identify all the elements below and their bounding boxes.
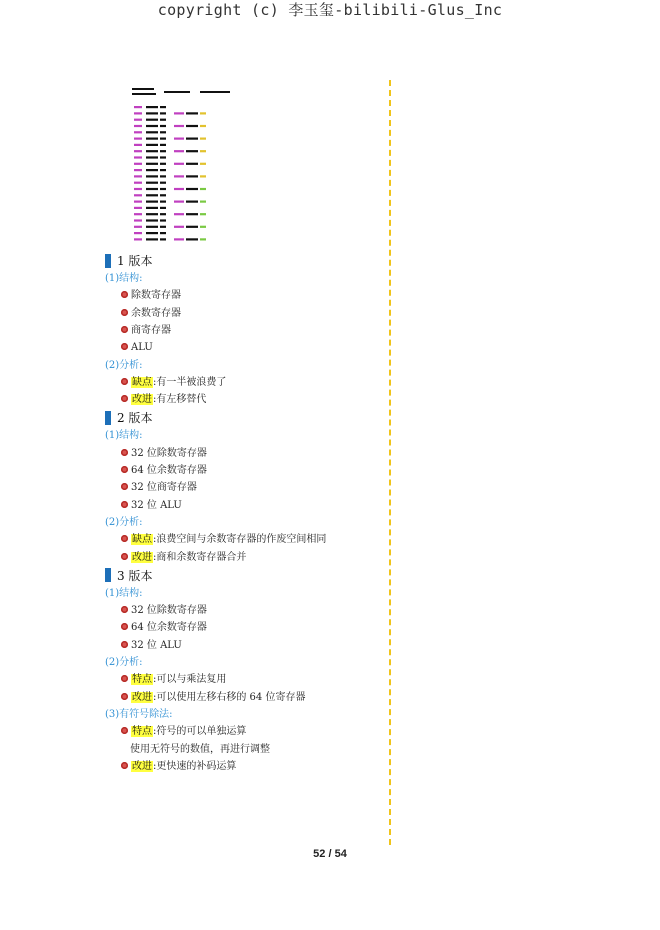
sketch-stroke [146,169,158,171]
sketch-stroke [186,138,198,140]
sketch-stroke [160,119,166,121]
section-heading [105,253,152,269]
sketch-stroke [134,150,142,152]
bullet-icon [121,623,128,630]
sketch-stroke [134,194,142,196]
bullet-text: 余数寄存器 [131,307,181,319]
bullet-icon [121,501,128,508]
bullet-text: :符号的可以单独运算 [153,726,247,738]
sketch-stroke [160,226,166,228]
sketch-stroke [200,226,206,228]
bullet-icon [121,343,128,350]
sketch-stroke [160,175,166,177]
sketch-stroke [160,219,166,221]
sketch-stroke [160,150,166,152]
bullet-item [121,533,326,547]
sketch-stroke [134,138,142,140]
sketch-stroke [200,238,206,240]
sketch-stroke [174,238,184,240]
sketch-stroke [160,156,166,158]
bullet-icon [121,693,128,700]
bullet-item [121,481,197,495]
sketch-stroke [160,163,166,165]
section-heading [105,410,152,426]
bullet-item [121,307,181,321]
sketch-stroke [146,106,158,108]
sketch-stroke [200,201,206,203]
bullet-item [121,639,182,653]
bullet-icon [121,727,128,734]
copyright-header: copyright (c) 李玉玺-bilibili-Glus_Inc [157,1,503,19]
sketch-stroke [146,219,158,221]
bullet-icon [121,606,128,613]
section-heading [105,568,152,584]
sketch-stroke [200,163,206,165]
highlight-label: 特点 [132,674,152,686]
continuation-text: 使用无符号的数值，再进行调整 [130,743,270,755]
bullet-icon [121,449,128,456]
bullet-item [121,324,171,338]
bullet-icon [121,675,128,682]
bullet-item [121,393,206,407]
section-marker-icon [105,411,111,425]
sketch-stroke [160,131,166,133]
bullet-text: 32 位 ALU [131,499,182,511]
bullet-text: :浪费空间与余数寄存器的作废空间相同 [153,534,327,546]
bullet-icon [121,309,128,316]
sketch-stroke [174,138,184,140]
sketch-stroke [186,238,198,240]
sketch-stroke [200,125,206,127]
bullet-item [121,760,236,774]
sketch-stroke [146,156,158,158]
sketch-stroke [134,232,142,234]
sketch-stroke [134,169,142,171]
page-current: 52 [313,848,326,860]
subheading: (1)结构: [105,273,143,284]
sketch-stroke [146,226,158,228]
sketch-stroke [186,150,198,152]
sketch-stroke [160,125,166,127]
section-title: 2 版本 [117,411,153,426]
sketch-stroke [146,238,158,240]
bullet-text: :商和余数寄存器合并 [153,551,247,563]
highlight-label: 缺点 [132,534,152,546]
bullet-text: :有一半被浪费了 [153,376,227,388]
page-total: 54 [334,848,347,860]
highlight-label: 特点 [132,726,152,738]
bullet-item [121,464,207,478]
bullet-text: 除数寄存器 [131,290,181,302]
sketch-stroke [160,238,166,240]
subheading: (2)分析: [105,359,143,371]
bullet-text: 商寄存器 [131,324,171,336]
sketch-stroke [146,182,158,184]
sketch-stroke [134,112,142,114]
handwritten-sketch-image [130,84,240,246]
sketch-stroke [186,213,198,215]
sketch-stroke [146,125,158,127]
sketch-stroke [160,213,166,215]
sketch-stroke [200,150,206,152]
sketch-stroke [134,213,142,215]
bullet-text: 64 位余数寄存器 [131,465,207,476]
sketch-stroke [146,138,158,140]
sketch-stroke [174,201,184,203]
sketch-stroke [200,175,206,177]
sketch-stroke [146,188,158,190]
bullet-item [121,341,153,355]
section-title: 3 版本 [117,568,153,583]
sketch-stroke [186,112,198,114]
sketch-stroke [174,163,184,165]
subheading: (3)有符号除法: [105,708,173,720]
section-marker-icon [105,568,111,582]
sketch-stroke [134,144,142,146]
sketch-stroke [174,150,184,152]
sketch-stroke [134,131,142,133]
subheading: (1)结构: [105,430,143,442]
subheading: (2)分析: [105,516,143,528]
sketch-stroke [134,125,142,127]
bullet-icon [121,291,128,298]
sketch-stroke [134,106,142,108]
highlight-label: 缺点 [132,376,152,388]
sketch-stroke [174,125,184,127]
sketch-stroke [146,213,158,215]
sketch-stroke [174,175,184,177]
sketch-stroke [134,175,142,177]
bullet-text: :有左移替代 [153,394,207,406]
bullet-item [121,376,226,390]
sketch-stroke [160,112,166,114]
sketch-stroke [146,163,158,165]
bullet-item [121,499,182,513]
sketch-stroke [186,175,198,177]
sketch-stroke [146,194,158,196]
bullet-text: :可以与乘法复用 [153,674,227,686]
sketch-stroke [134,156,142,158]
bullet-icon [121,641,128,648]
bullet-item [121,289,181,303]
bullet-text: :可以使用左移右移的 64 位寄存器 [153,691,306,703]
sketch-stroke [134,188,142,190]
sketch-stroke [134,182,142,184]
sketch-stroke [134,207,142,209]
highlight-label: 改进 [132,394,152,406]
bullet-icon [121,378,128,385]
bullet-item [121,604,207,618]
sketch-stroke [174,226,184,228]
bullet-text: 32 位商寄存器 [131,482,197,494]
sketch-stroke [186,163,198,165]
sketch-stroke [146,144,158,146]
sketch-stroke [186,226,198,228]
sketch-stroke [134,226,142,228]
sketch-stroke [160,201,166,203]
sketch-stroke [134,163,142,165]
bullet-item [121,551,246,565]
bullet-icon [121,326,128,333]
highlight-label: 改进 [132,691,152,703]
sketch-stroke [200,138,206,140]
bullet-text: 32 位除数寄存器 [131,447,207,459]
sketch-stroke [146,112,158,114]
sketch-stroke [200,112,206,114]
margin-divider [389,80,391,845]
bullet-text: ALU [131,342,153,354]
sketch-stroke [134,201,142,203]
highlight-label: 改进 [132,551,152,563]
sketch-stroke [146,207,158,209]
sketch-stroke [146,150,158,152]
sketch-stroke [160,144,166,146]
bullet-icon [121,466,128,473]
sketch-stroke [146,119,158,121]
sketch-stroke [134,219,142,221]
bullet-item [121,447,207,461]
sketch-stroke [134,119,142,121]
sketch-stroke [174,188,184,190]
bullet-icon [121,483,128,490]
sketch-stroke [160,182,166,184]
bullet-icon [121,553,128,560]
bullet-item [121,621,207,635]
sketch-stroke [160,232,166,234]
sketch-stroke [160,106,166,108]
bullet-text: :更快速的补码运算 [153,760,237,772]
sketch-stroke [160,138,166,140]
sketch-stroke [200,213,206,215]
sketch-stroke [174,112,184,114]
bullet-item [121,725,246,739]
subheading: (2)分析: [105,657,143,668]
sketch-stroke [146,175,158,177]
sketch-stroke [174,213,184,215]
page-number [0,848,660,860]
bullet-icon [121,762,128,769]
sketch-stroke [160,194,166,196]
sketch-stroke [134,238,142,240]
bullet-item [121,673,226,687]
bullet-icon [121,535,128,542]
bullet-text: 64 位余数寄存器 [131,622,207,634]
sketch-stroke [146,131,158,133]
sketch-stroke [200,188,206,190]
subheading: (1)结构: [105,587,143,599]
bullet-text: 32 位除数寄存器 [131,605,207,617]
sketch-stroke [160,169,166,171]
sketch-stroke [186,125,198,127]
sketch-stroke [186,201,198,203]
highlight-label: 改进 [132,760,152,772]
bullet-icon [121,395,128,402]
sketch-stroke [146,201,158,203]
bullet-item [121,691,305,705]
sketch-stroke [160,188,166,190]
section-title: 1 版本 [117,254,153,268]
section-marker-icon [105,254,111,268]
bullet-text: 32 位 ALU [131,639,182,651]
sketch-stroke [160,207,166,209]
sketch-stroke [186,188,198,190]
page-separator: / [328,848,332,860]
sketch-stroke [146,232,158,234]
